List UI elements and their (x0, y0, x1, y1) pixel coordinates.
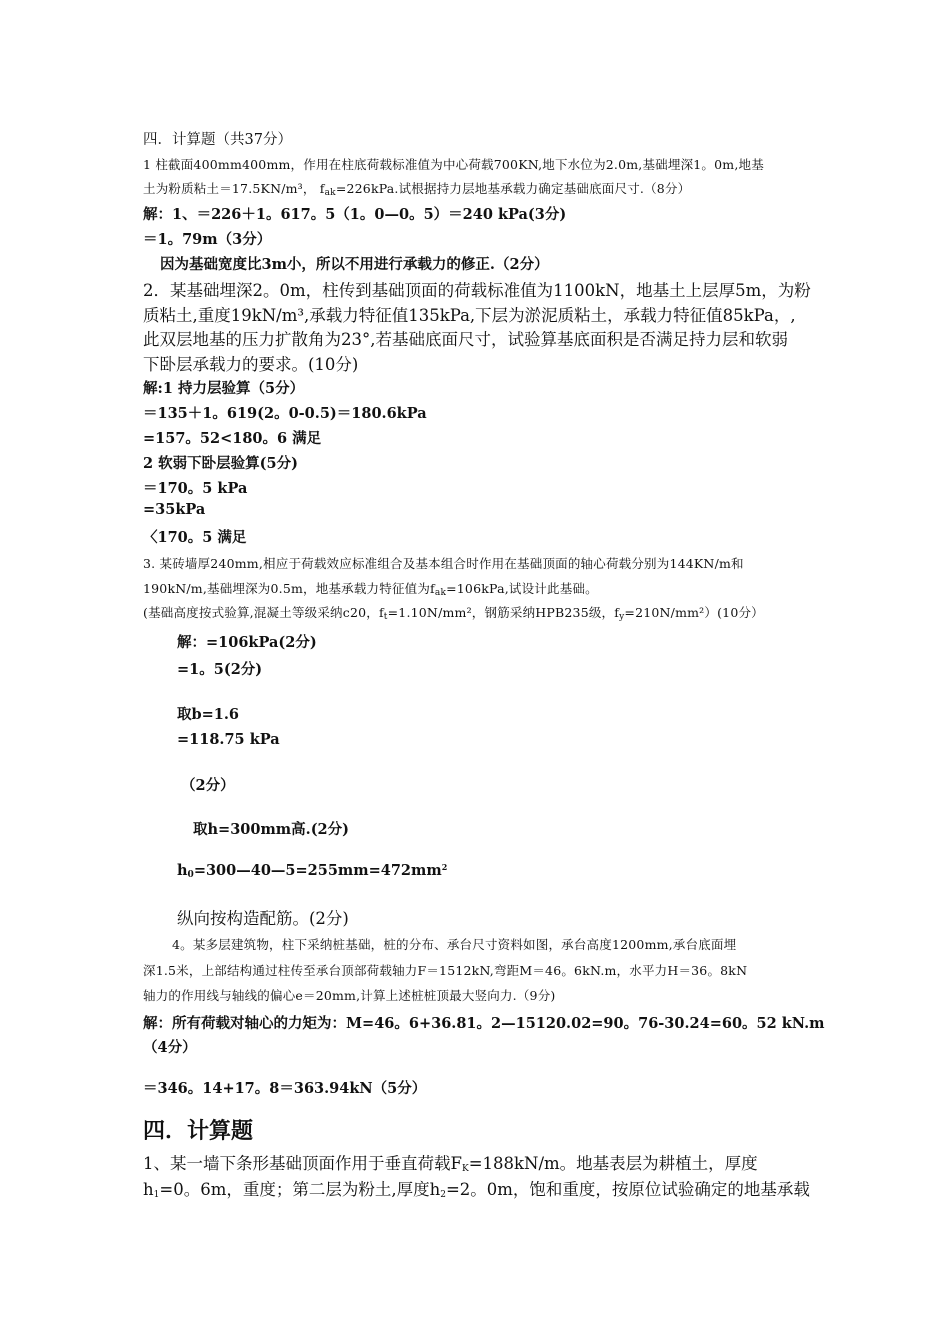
solution-4-line-2: （4分） (143, 1039, 197, 1056)
solution-3-line-7: $h_0=300—40—5=255mm=472mm^2$ (177, 862, 448, 880)
section-heading-calc: 四．计算题（共37分） (143, 132, 292, 148)
solution-2-line-5: ＝170。5 kPa (143, 480, 248, 497)
solution-2-line-4: 2 软弱下卧层验算(5分) (143, 455, 298, 472)
solution-3-line-6: 取h=300mm高.(2分) (193, 821, 350, 838)
problem-4-line-1: 4。某多层建筑物，柱下采纳桩基础，桩的分布、承台尺寸资料如图，承台高度1200mm,承台底面埋 (172, 937, 737, 952)
problem-4-line-3: 轴力的作用线与轴线的偏心e＝20mm,计算上述桩桩顶最大竖向力.（9分) (143, 988, 556, 1003)
solution-2-line-7: 〈170。5 满足 (143, 529, 247, 546)
problem-2-line-2: 质粘土,重度19kN/m³,承载力特征值135kPa,下层为淤泥质粘土，承载力特征值85kPa，, (143, 306, 796, 325)
solution-3-line-3: 取b=1.6 (177, 706, 240, 723)
solution-2-line-1: 解:1 持力层验算（5分） (143, 380, 305, 397)
solution-2-line-2: ＝135＋1。619(2。0-0.5)＝180.6kPa (143, 405, 427, 422)
problem-1-line-2: 土为粉质粘土＝17.5KN/m³， $f_{ak}=226kPa$.试根据持力层地基承载力确定基础底面尺寸.（8分） (143, 181, 691, 198)
problem-5-line-2: $h_1=0$。6m，重度；第二层为粉土,厚度$h_2=2$。0m，饱和重度，按原位试验确定的地基承载 (143, 1180, 810, 1200)
problem-1-line-1: 1 柱截面400mm400mm，作用在柱底荷载标准值为中心荷载700KN,地下水位为2.0m,基础埋深1。0m,地基 (143, 157, 764, 172)
problem-3-line-1: 3. 某砖墙厚240mm,相应于荷载效应标准组合及基本组合时作用在基础顶面的轴心荷载分别为144KN/m和 (143, 556, 744, 571)
problem-3-line-2: 190kN/m,基础埋深为0.5m，地基承载力特征值为$f_{ak}=106kPa$,试设计此基础。 (143, 581, 598, 598)
solution-3-line-5: （2分） (181, 777, 235, 794)
problem-2-line-4: 下卧层承载力的要求。(10分) (143, 355, 359, 374)
solution-2-line-3: =157。52<180。6 满足 (143, 430, 322, 447)
problem-4-line-2: 深1.5米，上部结构通过柱传至承台顶部荷载轴力F＝1512kN,弯距M＝46。6kN.m，水平力H＝36。8kN (143, 963, 748, 978)
solution-1-line-3: 因为基础宽度比3m小，所以不用进行承载力的修正.（2分） (160, 256, 549, 273)
solution-3-line-8: 纵向按构造配筋。(2分) (177, 909, 349, 928)
solution-4-line-1: 解：所有荷载对轴心的力矩为：M=46。6+36.81。2—15120.02=90。76-30.24=60。52 kN.m (143, 1015, 825, 1032)
problem-3-line-3: (基础高度按式验算,混凝土等级采纳c20，$f_t=1.10N$/mm²，钢筋采纳HPB235级，$f_y=210N/mm^2)(10$分） (143, 605, 764, 622)
solution-3-line-2: =1。5(2分) (177, 661, 263, 678)
solution-4-line-3: ＝346。14+17。8＝363.94kN（5分） (143, 1080, 427, 1097)
problem-2-line-3: 此双层地基的压力扩散角为23°,若基础底面尺寸，试验算基底面积是否满足持力层和软弱 (143, 330, 788, 349)
problem-2-line-1: 2．某基础埋深2。0m，柱传到基础顶面的荷载标准值为1100kN，地基土上层厚5m，为粉 (143, 281, 811, 300)
solution-3-line-1: 解：=106kPa(2分) (177, 634, 317, 651)
solution-3-line-4: =118.75 kPa (177, 731, 280, 748)
problem-5-line-1: 1、某一墙下条形基础顶面作用于垂直荷载$F_K=188kN/m$。地基表层为耕植土，厚度 (143, 1154, 758, 1174)
solution-2-line-6: =35kPa (143, 501, 206, 518)
section-heading-calc-2: 四．计算题 (143, 1118, 254, 1144)
solution-1-line-2: ＝1。79m（3分） (143, 231, 272, 248)
solution-1-line-1: 解：1、＝226＋1。617。5（1。0—0。5）＝240 kPa(3分) (143, 206, 567, 223)
